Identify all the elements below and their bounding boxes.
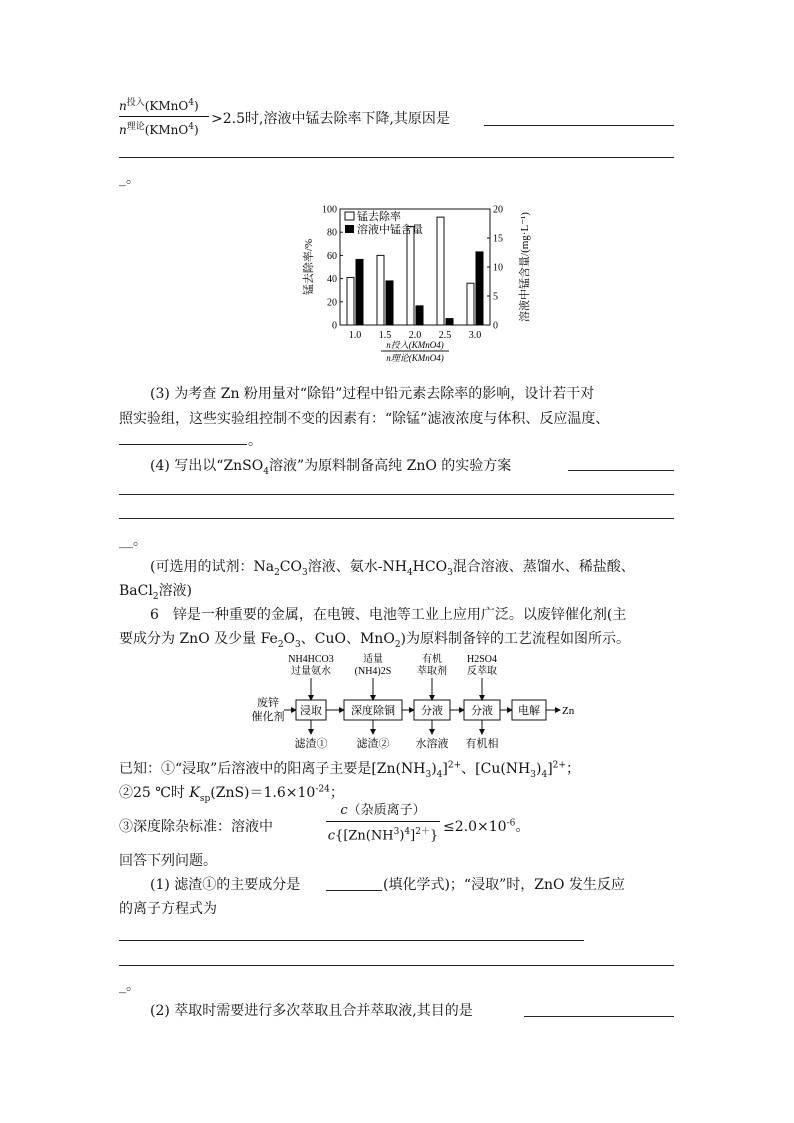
flow-input-label: 反萃取: [467, 666, 497, 677]
y-axis-label-right: 溶液中锰含量/(mg·L⁻¹): [519, 212, 531, 322]
q6-1-end: _。: [119, 978, 140, 994]
bar-mn-content: [446, 319, 453, 325]
right-tick-label: 10: [493, 262, 503, 274]
legend-label-mn: 溶液中锰含量: [357, 224, 423, 236]
x-tick-label: 3.0: [468, 330, 482, 341]
q6-1-line2: 的离子方程式为: [119, 901, 217, 917]
bar-removal-rate: [437, 217, 444, 325]
flow-input-label: 适量: [363, 654, 383, 665]
intro-answer-line[interactable]: [119, 157, 674, 158]
intro-end: _。: [119, 171, 140, 187]
right-tick-label: 5: [493, 291, 498, 303]
left-tick-label: 100: [322, 204, 337, 216]
impurity-fraction: [326, 802, 440, 845]
q3-line1: (3) 为考查 Zn 粉用量对“除铅”过程中铅元素去除率的影响，设计若干对: [150, 386, 595, 402]
flow-input-label: H2SO4: [466, 654, 498, 665]
q4-answer-line2[interactable]: [119, 518, 674, 519]
flow-input-label: 萃取剂: [417, 666, 447, 677]
bar-mn-content: [476, 252, 483, 325]
ratio-numerator: $n^{投入}(KMnO^4)$: [119, 98, 199, 113]
x-axis-label-numerator: n投入(KMnO4): [386, 340, 444, 350]
impurity-denominator: $c\{[Zn(NH^3)^4]^{2+}\}$: [327, 827, 439, 844]
x-axis-label-denominator: n理论(KMnO4): [386, 353, 444, 363]
left-tick-label: 80: [327, 227, 337, 239]
left-tick-label: 0: [332, 320, 337, 332]
known-line3-pre: ③深度除杂标准：溶液中: [119, 819, 273, 835]
flow-step-label: 浸取: [300, 705, 322, 717]
bar-removal-rate: [377, 255, 384, 325]
flow-output-label: 滤渣②: [356, 738, 390, 750]
flow-product-label: Zn: [562, 705, 575, 717]
flow-input-label: NH4HCO3: [288, 654, 334, 665]
input-label-line1: 废锌: [257, 697, 279, 709]
q6-1-text-a: (1) 滤渣①的主要成分是: [150, 877, 301, 893]
bar-removal-rate: [347, 277, 354, 325]
flow-input-label: 过量氨水: [291, 666, 331, 677]
flow-output-label: 水溶液: [415, 738, 449, 750]
flow-step-label: 深度除铜: [351, 705, 395, 717]
p6-line1: 6 锌是一种重要的金属，在电镀、电池等工业上应用广泛。以废锌催化剂(主: [150, 607, 627, 623]
bar-removal-rate: [407, 226, 414, 325]
bar-mn-content: [356, 259, 363, 325]
input-label-line2: 催化剂: [251, 711, 285, 723]
right-tick-label: 15: [493, 233, 503, 245]
q6-1-text-b: (填化学式)；“浸取”时，ZnO 发生反应: [383, 877, 625, 893]
q3-line2: 照实验组，这些实验组控制不变的因素有：“除锰”滤液浓度与体积、反应温度、: [119, 411, 610, 427]
p6-line2: 要成分为 ZnO 及少量 $Fe_2O_3$、CuO、MnO$_2$)为原料制备锌的工艺流程如图所示。: [119, 631, 631, 650]
left-tick-label: 40: [327, 274, 337, 286]
q4-answer-blank[interactable]: [568, 470, 674, 471]
q4-line1: (4) 写出以“ZnSO$_4$溶液”为原料制备高纯 ZnO 的实验方案: [150, 458, 512, 477]
known-line1: 已知：①“浸取”后溶液中的阳离子主要是$[Zn(NH_3)_4]^{2+}$、$[Cu(NH_3)_4]^{2+}$；: [119, 760, 580, 780]
x-tick-label: 1.5: [378, 330, 392, 341]
legend-swatch-removal: [345, 212, 354, 220]
y-axis-label-left: 锰去除率/%: [303, 238, 315, 296]
flow-output-label: 滤渣①: [294, 738, 328, 750]
q4-end: __。: [119, 533, 147, 549]
x-tick-label: 2.5: [438, 330, 452, 341]
q4-reagents-line2: BaCl$_2$溶液): [119, 583, 193, 602]
q3-answer-blank[interactable]: [119, 444, 247, 445]
ratio-denominator: $n^{理论}(KMnO^4)$: [119, 122, 199, 137]
known-line3-post: $\le 2.0\times 10^{-6}$。: [443, 818, 530, 835]
q6-1-answer-line1[interactable]: [119, 940, 584, 941]
legend-label-removal: 锰去除率: [357, 211, 401, 223]
legend-swatch-mn: [345, 225, 354, 233]
q6-1-blank[interactable]: [326, 890, 382, 891]
ratio-fraction: [119, 94, 209, 139]
q6-2-line1: (2) 萃取时需要进行多次萃取且合并萃取液,其目的是: [150, 1003, 473, 1019]
right-tick-label: 20: [493, 204, 503, 216]
x-tick-label: 1.0: [348, 330, 362, 341]
process-flow-diagram: [250, 650, 590, 760]
flow-step-label: 电解: [518, 705, 540, 717]
bar-mn-content: [386, 281, 393, 325]
flow-step-label: 分液: [471, 705, 493, 717]
impurity-numerator: c（杂质离子）: [340, 803, 426, 818]
q4-reagents-line1: (可选用的试剂：$Na_2CO_3$溶液、氨水$-NH_4HCO_3$混合溶液、蒸馏水、稀盐酸、: [150, 559, 635, 578]
q6-2-answer-blank[interactable]: [524, 1016, 674, 1017]
x-tick-label: 2.0: [408, 330, 422, 341]
bar-mn-content: [416, 306, 423, 325]
intro-answer-blank[interactable]: [484, 125, 674, 126]
flow-step-label: 分液: [421, 705, 443, 717]
known-line2: ②25 ℃时 $K_{sp}(ZnS)=1.6\times 10^{-24}$；: [119, 784, 344, 804]
right-tick-label: 0: [493, 320, 498, 332]
answer-following: 回答下列问题。: [119, 853, 217, 869]
flow-input-label: 有机: [422, 654, 442, 665]
flow-output-label: 有机相: [465, 738, 499, 750]
bar-chart: [300, 192, 540, 367]
q3-end: 。: [248, 433, 262, 449]
intro-question-text: >2.5时,溶液中锰去除率下降,其原因是: [211, 111, 450, 127]
bar-removal-rate: [467, 283, 474, 325]
left-tick-label: 20: [327, 297, 337, 309]
flow-input-label: (NH4)2S: [354, 666, 392, 677]
q6-1-answer-line2[interactable]: [119, 965, 674, 966]
q4-answer-line1[interactable]: [119, 494, 674, 495]
left-tick-label: 60: [327, 250, 337, 262]
